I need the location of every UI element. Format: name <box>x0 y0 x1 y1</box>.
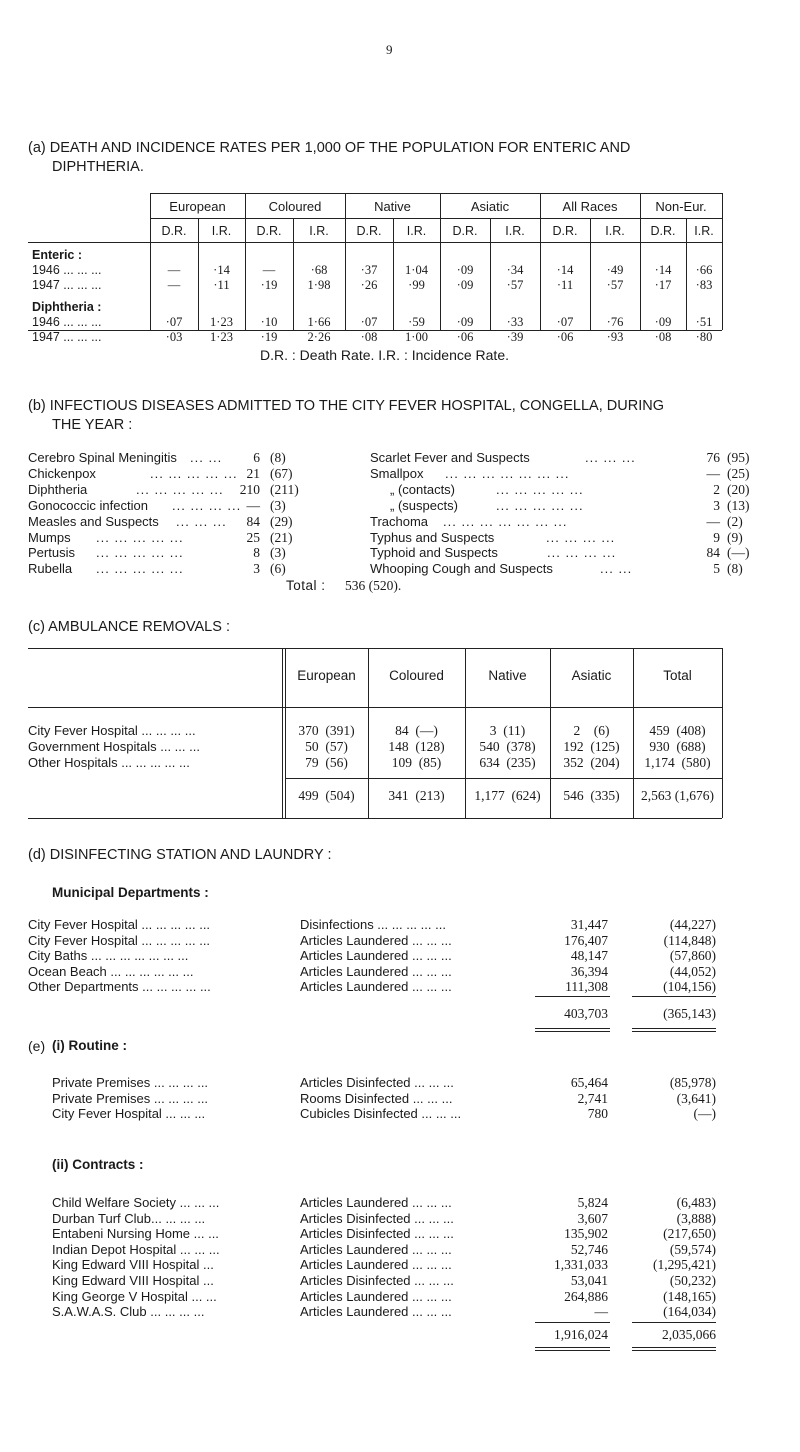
double-rule <box>632 1347 716 1348</box>
count-value: 65,464 <box>570 1075 608 1090</box>
rate-cell: ·07 <box>360 315 378 329</box>
rate-cell: ·66 <box>695 263 713 277</box>
rate-cell: ·06 <box>556 330 574 344</box>
place-label: Child Welfare Society ... ... ... <box>52 1195 220 1210</box>
place-label: City Baths ... ... ... ... ... ... ... <box>28 948 189 963</box>
table-c-head-rule <box>28 707 722 708</box>
removal-total: 2,563 (1,676) <box>640 788 715 803</box>
removal-cell: 634 (235) <box>479 755 536 770</box>
column-header: European <box>297 668 356 683</box>
activity-label: Articles Disinfected ... ... ... <box>300 1273 454 1288</box>
activity-label: Rooms Disinfected ... ... ... <box>300 1090 453 1106</box>
rate-cell: ·14 <box>654 263 672 277</box>
disease-name: Smallpox <box>370 465 424 481</box>
leader-dots: ... ... ... <box>585 450 636 465</box>
disease-prev-count: (6) <box>270 561 286 577</box>
previous-value: (6,483) <box>676 1195 716 1210</box>
column-header: Native <box>488 668 527 683</box>
activity-label: Articles Disinfected ... ... ... <box>300 1075 454 1090</box>
section-b-title-line2: THE YEAR : <box>52 417 133 433</box>
double-rule <box>632 1350 716 1351</box>
double-rule <box>632 1031 716 1032</box>
place-label: S.A.W.A.S. Club ... ... ... ... <box>52 1304 205 1320</box>
disease-prev-count: (3) <box>270 545 286 561</box>
disease-name: Scarlet Fever and Suspects <box>370 450 530 465</box>
section-a-title-line2: DIPHTHERIA. <box>52 159 144 175</box>
count-value: 53,041 <box>570 1273 608 1288</box>
section-c-title: (c) AMBULANCE REMOVALS : <box>28 619 230 635</box>
rate-cell: ·59 <box>408 315 425 329</box>
hospital-label: Government Hospitals ... ... ... <box>28 739 200 754</box>
place-label: Other Departments ... ... ... ... ... <box>28 979 211 994</box>
previous-value: (217,650) <box>663 1226 716 1242</box>
rate-cell: ·11 <box>556 278 574 292</box>
rate-cell: 1·04 <box>405 263 428 277</box>
removal-cell: 930 (688) <box>649 739 706 754</box>
leader-dots: ... ... ... ... <box>172 497 242 513</box>
double-rule <box>535 1350 610 1351</box>
previous-value: (50,232) <box>669 1273 716 1288</box>
count-value: 3,607 <box>577 1210 608 1226</box>
disease-count: 2 <box>713 481 720 497</box>
disease-prev-count: (20) <box>727 481 750 497</box>
previous-value: (104,156) <box>663 979 716 994</box>
previous-value: (3,641) <box>676 1090 716 1106</box>
rate-cell: ·93 <box>606 330 624 344</box>
activity-label: Articles Disinfected ... ... ... <box>300 1210 454 1226</box>
ir-header: I.R. <box>694 224 714 238</box>
count-value: 5,824 <box>577 1195 608 1210</box>
removal-total: 1,177 (624) <box>474 788 541 803</box>
removal-cell: 109 (85) <box>391 755 442 770</box>
rate-cell: 2·26 <box>307 330 331 344</box>
table-c-vline <box>722 648 723 818</box>
disease-prev-count: (95) <box>727 450 750 465</box>
disease-name: Measles and Suspects <box>28 513 159 529</box>
total-previous-value: (365,143) <box>663 1006 716 1021</box>
disease-count: 21 <box>246 465 260 481</box>
previous-value: (57,860) <box>669 948 716 963</box>
section-d-title: (d) DISINFECTING STATION AND LAUNDRY : <box>28 847 332 863</box>
removal-cell: 370 (391) <box>298 723 355 738</box>
disease-count: 6 <box>253 450 260 465</box>
section-a-title-line1: (a) DEATH AND INCIDENCE RATES PER 1,000 OF THE POPULATION FOR ENTERIC AND <box>28 140 631 156</box>
rate-cell: ·68 <box>310 263 328 277</box>
place-label: City Fever Hospital ... ... ... ... ... <box>28 932 211 948</box>
row-year-label: 1946 ... ... ... <box>32 263 102 277</box>
ir-header: I.R. <box>505 224 525 238</box>
group-header: Native <box>374 199 411 214</box>
hospital-label: Other Hospitals ... ... ... ... ... <box>28 755 190 770</box>
group-header: All Races <box>562 199 618 214</box>
dr-header: D.R. <box>552 224 578 238</box>
rate-cell: ·09 <box>456 315 474 329</box>
ir-header: I.R. <box>211 224 232 238</box>
leader-dots: ... ... ... ... ... <box>96 529 184 545</box>
disease-name: Cerebro Spinal Meningitis <box>28 450 177 465</box>
activity-label: Disinfections ... ... ... ... ... <box>300 917 446 932</box>
disease-name: Chickenpox <box>28 465 96 481</box>
rate-cell: ·76 <box>606 315 624 329</box>
leader-dots: ... ... <box>600 561 633 577</box>
rate-cell: — <box>167 278 181 292</box>
removal-cell: 3 (11) <box>489 723 526 738</box>
rate-cell: ·09 <box>456 278 474 292</box>
removal-cell: 79 (56) <box>305 755 348 770</box>
rate-cell: ·80 <box>695 330 713 344</box>
rate-cell: ·11 <box>213 278 230 292</box>
activity-label: Articles Laundered ... ... ... <box>300 1304 452 1320</box>
dr-header: D.R. <box>356 224 382 238</box>
double-rule <box>535 1347 610 1348</box>
ir-header: I.R. <box>605 224 625 238</box>
disease-prev-count: (13) <box>727 497 750 513</box>
rate-cell: ·03 <box>165 330 183 344</box>
ir-header: I.R. <box>309 224 329 238</box>
disease-name: Whooping Cough and Suspects <box>370 561 553 577</box>
rate-cell: ·99 <box>408 278 425 292</box>
hospital-label: City Fever Hospital ... ... ... ... <box>28 723 196 738</box>
leader-dots: ... ... ... ... ... ... ... <box>445 465 570 481</box>
diseases-total-value: 536 (520). <box>345 578 402 593</box>
table-c-top-rule <box>28 648 722 649</box>
section-a-footnote: D.R. : Death Rate. I.R. : Incidence Rate. <box>260 347 509 363</box>
disease-name: Typhus and Suspects <box>370 529 495 545</box>
count-value: 135,902 <box>564 1226 608 1242</box>
disease-count: — <box>246 497 260 513</box>
disease-name: „ (contacts) <box>390 481 456 497</box>
rate-cell: 1·66 <box>307 315 331 329</box>
double-rule <box>535 1031 610 1032</box>
previous-value: (44,052) <box>669 963 716 979</box>
disease-prev-count: (21) <box>270 529 293 545</box>
disease-name: Diphtheria <box>28 481 88 497</box>
removal-cell: 50 (57) <box>305 739 348 754</box>
count-value: — <box>594 1304 608 1320</box>
count-value: 1,331,033 <box>554 1257 608 1273</box>
table-a-head-rule <box>28 242 722 243</box>
disease-count: 76 <box>706 450 720 465</box>
count-value: 264,886 <box>564 1288 608 1304</box>
activity-label: Cubicles Disinfected ... ... ... <box>300 1106 462 1121</box>
disease-prev-count: (67) <box>270 465 293 481</box>
total-previous-value: 2,035,066 <box>662 1327 716 1342</box>
activity-label: Articles Disinfected ... ... ... <box>300 1226 454 1242</box>
rate-cell: — <box>262 263 276 277</box>
removal-cell: 148 (128) <box>388 739 445 754</box>
disease-count: 25 <box>246 529 260 545</box>
dr-header: D.R. <box>161 224 187 238</box>
disease-count: — <box>706 513 720 529</box>
removal-cell: 540 (378) <box>479 739 536 754</box>
sum-rule <box>535 996 610 997</box>
leader-dots: ... ... ... ... <box>546 529 616 545</box>
total-value: 1,916,024 <box>554 1327 608 1342</box>
ir-header: I.R. <box>406 224 427 238</box>
diseases-total-label: Total : <box>286 578 326 593</box>
row-group-label: Enteric : <box>32 248 83 262</box>
rate-cell: ·33 <box>506 315 524 329</box>
activity-label: Articles Laundered ... ... ... <box>300 979 452 994</box>
sum-rule <box>535 1322 610 1323</box>
rate-cell: ·09 <box>456 263 474 277</box>
previous-value: (164,034) <box>663 1304 716 1320</box>
disease-count: 3 <box>253 561 260 577</box>
rate-cell: 1·23 <box>210 315 233 329</box>
sum-rule <box>632 1322 716 1323</box>
removal-cell: 1,174 (580) <box>644 755 711 770</box>
page-number: 9 <box>386 42 393 57</box>
place-label: Entabeni Nursing Home ... ... <box>52 1226 219 1242</box>
section-e-label: (e) <box>28 1038 46 1054</box>
disease-name: Gonococcic infection <box>28 497 148 513</box>
disease-count: 84 <box>246 513 260 529</box>
place-label: King Edward VIII Hospital ... <box>52 1273 214 1288</box>
disease-prev-count: (8) <box>727 561 743 577</box>
activity-label: Articles Laundered ... ... ... <box>300 1241 452 1257</box>
place-label: City Fever Hospital ... ... ... ... ... <box>28 917 211 932</box>
disease-name: Pertusis <box>28 545 75 561</box>
rate-cell: ·19 <box>260 278 278 292</box>
place-label: Durban Turf Club... ... ... ... <box>52 1210 206 1226</box>
disease-count: 84 <box>706 545 720 561</box>
rate-cell: ·14 <box>556 263 574 277</box>
row-year-label: 1946 ... ... ... <box>32 315 102 329</box>
removal-cell: 2 (6) <box>573 723 610 738</box>
disease-name: Typhoid and Suspects <box>370 545 498 561</box>
removal-cell: 84 (—) <box>395 723 438 738</box>
count-value: 111,308 <box>565 979 608 994</box>
group-header: Non-Eur. <box>655 199 707 214</box>
previous-value: (59,574) <box>669 1241 716 1257</box>
rate-cell: ·57 <box>506 278 524 292</box>
place-label: Ocean Beach ... ... ... ... ... ... <box>28 963 194 979</box>
count-value: 52,746 <box>570 1241 608 1257</box>
disease-count: 8 <box>253 545 260 561</box>
leader-dots: ... ... <box>190 450 223 465</box>
count-value: 2,741 <box>577 1090 608 1106</box>
rate-cell: ·19 <box>260 330 278 344</box>
rate-cell: ·08 <box>360 330 378 344</box>
previous-value: (44,227) <box>669 917 716 932</box>
dr-header: D.R. <box>256 224 282 238</box>
place-label: Private Premises ... ... ... ... <box>52 1090 209 1106</box>
disease-name: Trachoma <box>370 513 429 529</box>
rate-cell: ·57 <box>606 278 624 292</box>
previous-value: (85,978) <box>669 1075 716 1090</box>
table-a-top-rule <box>150 193 722 194</box>
rate-cell: ·51 <box>695 315 713 329</box>
rate-cell: 1·23 <box>210 330 233 344</box>
disease-count: 3 <box>713 497 720 513</box>
previous-value: (3,888) <box>676 1210 716 1226</box>
activity-label: Articles Laundered ... ... ... <box>300 948 452 963</box>
disease-count: 9 <box>713 529 720 545</box>
row-year-label: 1947 ... ... ... <box>32 330 102 344</box>
table-c-sum-rule <box>285 778 722 779</box>
total-value: 403,703 <box>564 1006 608 1021</box>
place-label: King Edward VIII Hospital ... <box>52 1257 214 1273</box>
place-label: Indian Depot Hospital ... ... ... <box>52 1241 220 1257</box>
disease-prev-count: (25) <box>727 465 750 481</box>
table-a-mid-rule <box>150 218 722 219</box>
removal-cell: 192 (125) <box>563 739 620 754</box>
leader-dots: ... ... ... ... ... <box>96 545 184 561</box>
group-header: Asiatic <box>470 199 510 214</box>
previous-value: (148,165) <box>663 1288 716 1304</box>
table-c-bottom-rule <box>28 818 722 819</box>
disease-prev-count: (9) <box>727 529 743 545</box>
place-label: Private Premises ... ... ... ... <box>52 1075 209 1090</box>
removal-total: 499 (504) <box>298 788 355 803</box>
dr-header: D.R. <box>650 224 676 238</box>
count-value: 176,407 <box>564 932 608 948</box>
double-rule <box>632 1028 716 1029</box>
activity-label: Articles Laundered ... ... ... <box>300 1195 452 1210</box>
rate-cell: ·39 <box>506 330 524 344</box>
activity-label: Articles Laundered ... ... ... <box>300 1257 452 1273</box>
activity-label: Articles Laundered ... ... ... <box>300 1288 452 1304</box>
leader-dots: ... ... ... ... ... <box>136 481 224 497</box>
removal-cell: 352 (204) <box>563 755 620 770</box>
rate-cell: — <box>167 263 181 277</box>
place-label: King George V Hospital ... ... <box>52 1288 217 1304</box>
row-group-label: Diphtheria : <box>32 300 102 314</box>
rate-cell: ·34 <box>506 263 524 277</box>
rate-cell: ·10 <box>260 315 278 329</box>
rate-cell: ·06 <box>456 330 474 344</box>
group-header: European <box>169 199 226 214</box>
leader-dots: ... ... ... ... ... <box>496 497 584 513</box>
leader-dots: ... ... ... ... ... <box>496 481 584 497</box>
rate-cell: ·07 <box>556 315 574 329</box>
previous-value: (1,295,421) <box>653 1257 716 1273</box>
table-a-vline <box>722 193 723 330</box>
rate-cell: 1·00 <box>405 330 428 344</box>
count-value: 36,394 <box>570 963 608 979</box>
rate-cell: ·83 <box>695 278 713 292</box>
column-header: Asiatic <box>571 668 612 683</box>
removal-total: 546 (335) <box>563 788 620 803</box>
double-rule <box>535 1028 610 1029</box>
place-label: City Fever Hospital ... ... ... <box>52 1106 206 1121</box>
count-value: 48,147 <box>570 948 608 963</box>
contracts-title: (ii) Contracts : <box>52 1157 144 1172</box>
group-header: Coloured <box>268 199 322 214</box>
disease-prev-count: (—) <box>727 545 750 561</box>
table-c-double-vline <box>282 648 283 818</box>
previous-value: (—) <box>693 1106 716 1121</box>
activity-label: Articles Laundered ... ... ... <box>300 932 452 948</box>
leader-dots: ... ... ... ... ... <box>96 561 184 577</box>
rate-cell: ·17 <box>654 278 672 292</box>
disease-count: 210 <box>239 481 260 497</box>
rate-cell: ·09 <box>654 315 672 329</box>
rate-cell: ·37 <box>360 263 378 277</box>
count-value: 31,447 <box>570 917 608 932</box>
removal-cell: 459 (408) <box>649 723 706 738</box>
disease-prev-count: (2) <box>727 513 743 529</box>
count-value: 780 <box>587 1106 608 1121</box>
activity-label: Articles Laundered ... ... ... <box>300 963 452 979</box>
rate-cell: ·26 <box>360 278 378 292</box>
leader-dots: ... ... ... ... ... ... ... <box>443 513 568 529</box>
disease-name: Rubella <box>28 561 73 577</box>
rate-cell: ·08 <box>654 330 672 344</box>
disease-count: — <box>706 465 720 481</box>
disease-name: „ (suspects) <box>390 497 458 513</box>
disease-count: 5 <box>713 561 720 577</box>
section-b-title-line1: (b) INFECTIOUS DISEASES ADMITTED TO THE CITY FEVER HOSPITAL, CONGELLA, DURING <box>28 398 664 414</box>
disease-prev-count: (211) <box>270 481 299 497</box>
removal-total: 341 (213) <box>388 788 445 803</box>
rate-cell: ·07 <box>165 315 183 329</box>
rate-cell: ·49 <box>606 263 624 277</box>
column-header: Total <box>663 668 692 683</box>
dr-header: D.R. <box>452 224 478 238</box>
sum-rule <box>632 996 716 997</box>
section-d-subtitle: Municipal Departments : <box>52 885 209 900</box>
disease-prev-count: (29) <box>270 513 293 529</box>
rate-cell: 1·98 <box>307 278 331 292</box>
routine-title: (i) Routine : <box>52 1038 127 1053</box>
rate-cell: ·14 <box>213 263 230 277</box>
previous-value: (114,848) <box>663 932 716 948</box>
disease-prev-count: (3) <box>270 497 286 513</box>
row-year-label: 1947 ... ... ... <box>32 278 102 292</box>
leader-dots: ... ... ... ... <box>547 545 617 561</box>
leader-dots: ... ... ... ... ... <box>150 465 238 481</box>
leader-dots: ... ... ... <box>176 513 227 529</box>
column-header: Coloured <box>389 668 444 683</box>
disease-prev-count: (8) <box>270 450 286 465</box>
disease-name: Mumps <box>28 529 71 545</box>
